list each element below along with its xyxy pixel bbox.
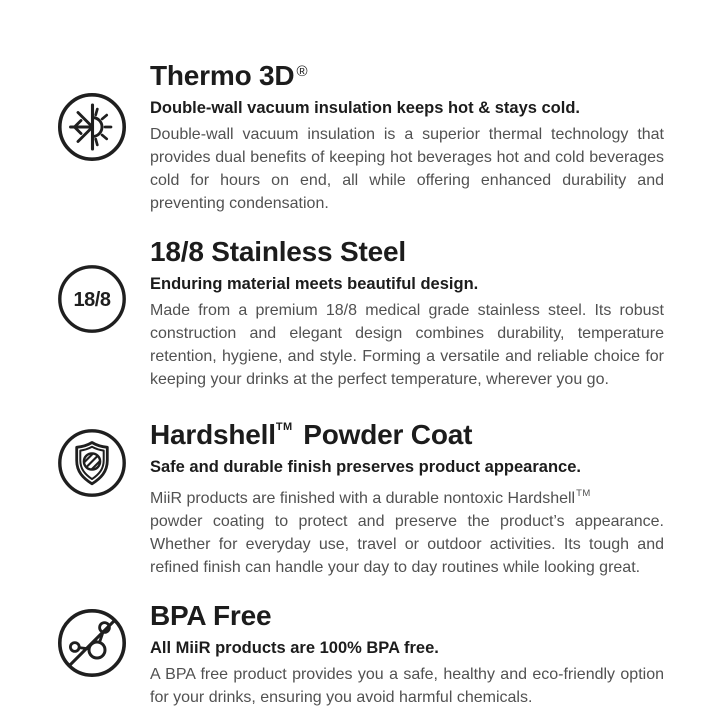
feature-section-bpa-free — [0, 599, 726, 709]
feature-title-text: Hardshell — [150, 419, 276, 450]
feature-title — [150, 235, 664, 268]
feature-icon-column — [0, 411, 150, 499]
feature-title — [150, 599, 664, 632]
feature-text-column — [150, 599, 726, 709]
hardshell-shield-icon — [56, 427, 128, 499]
stainless-18-8-badge-icon — [56, 263, 128, 335]
feature-subtitle: All MiiR products are 100% BPA free. — [150, 639, 439, 657]
feature-title-text: Thermo 3D — [150, 60, 295, 91]
bpa-free-icon — [56, 607, 128, 679]
thermo-hot-cold-icon — [56, 91, 128, 163]
feature-icon-column — [0, 235, 150, 335]
feature-icon-column — [0, 599, 150, 679]
feature-title-text: 18/8 Stainless Steel — [150, 236, 406, 267]
feature-subtitle: Enduring material meets beautiful design. — [150, 275, 479, 293]
feature-section-stainless-steel — [0, 235, 726, 391]
feature-body: MiiR products are finished with a durable nontoxic HardshellTM powder coating to protect and preserve the product’s appearance. Whether for everyday use, travel or outdoor activities. Its tough and refined finish can handle your day to day routines while looking great. — [150, 482, 664, 579]
feature-subtitle: Safe and durable finish preserves product appearance. — [150, 458, 581, 476]
feature-title — [150, 55, 664, 92]
badge-label: 18/8 — [73, 289, 111, 311]
registered-trademark-mark: ® — [296, 63, 308, 80]
feature-body: Made from a premium 18/8 medical grade stainless steel. Its robust construction and elegant design combines durability, temperature retention, hygiene, and style. Forming a versatile and reliable choice for keeping your drinks at the perfect temperature, wherever you go. — [150, 302, 664, 388]
feature-text-column — [150, 235, 726, 391]
feature-text-column — [150, 55, 726, 215]
feature-text-column — [150, 411, 726, 579]
feature-body: Double-wall vacuum insulation is a superior thermal technology that provides dual benefits of keeping hot beverages hot and cold beverages cold for hours on end, all while offering enhanced durability and preventing condensation. — [150, 126, 664, 212]
feature-subtitle: Double-wall vacuum insulation keeps hot & stays cold. — [150, 99, 581, 117]
feature-section-thermo-3d — [0, 55, 726, 215]
feature-title: HardshellTM Powder Coat — [150, 411, 664, 451]
feature-title-text: BPA Free — [150, 600, 272, 631]
feature-body: A BPA free product provides you a safe, healthy and eco-friendly option for your drinks, ensuring you avoid harmful chemicals. — [150, 666, 664, 706]
trademark-mark: TM — [275, 421, 293, 433]
feature-icon-column — [0, 55, 150, 163]
feature-section-hardshell-powder-coat — [0, 411, 726, 579]
trademark-mark: TM — [576, 488, 591, 499]
